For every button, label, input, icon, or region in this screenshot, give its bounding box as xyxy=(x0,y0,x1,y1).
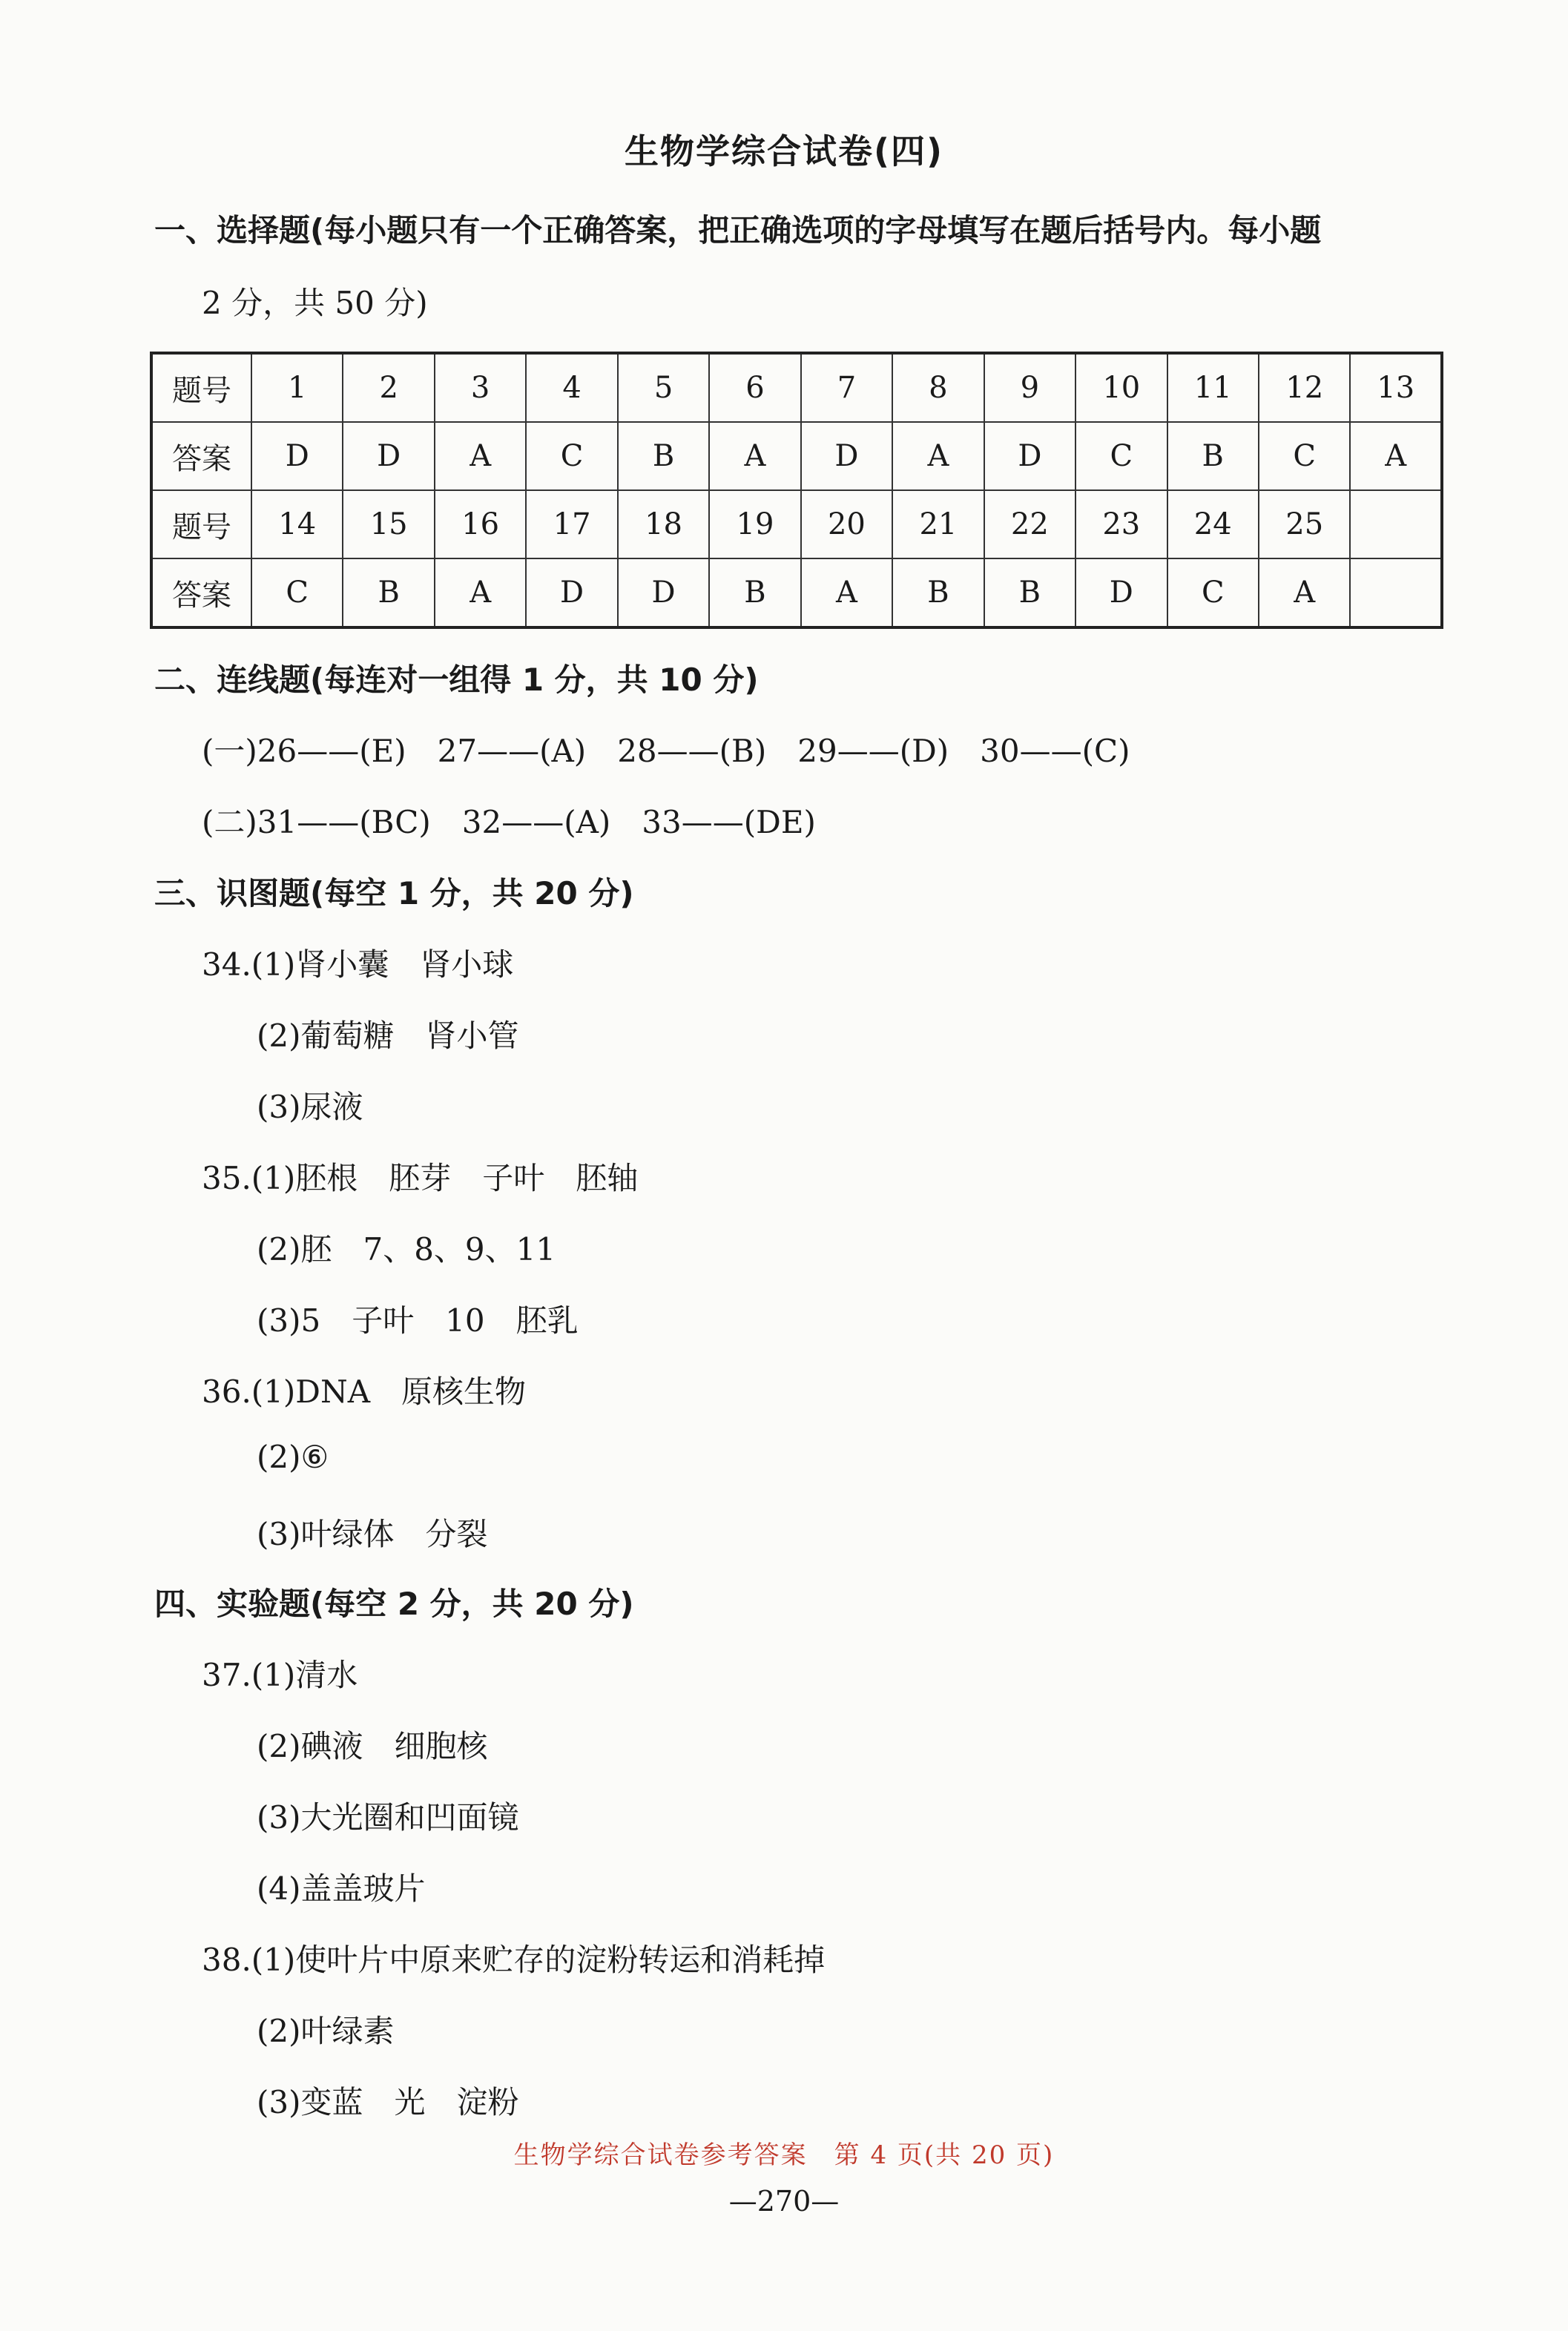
table-cell: A xyxy=(1350,422,1442,490)
q37-1: 37.(1)清水 xyxy=(202,1657,358,1693)
matching-answers-2: (二)31——(BC) 32——(A) 33——(DE) xyxy=(202,804,816,840)
table-cell: 8 xyxy=(892,353,984,422)
page-title: 生物学综合试卷(四) xyxy=(624,131,944,171)
table-cell: B xyxy=(1167,422,1259,490)
table-cell: A xyxy=(709,422,800,490)
section1-heading-cont: 2 分，共 50 分) xyxy=(202,285,428,321)
q36-3: (3)叶绿体 分裂 xyxy=(257,1516,488,1552)
table-cell: 23 xyxy=(1075,490,1167,558)
table-cell: 13 xyxy=(1350,353,1442,422)
table-cell: 17 xyxy=(526,490,617,558)
table-cell: 6 xyxy=(709,353,800,422)
table-cell: 1 xyxy=(251,353,343,422)
section2-heading: 二、连线题(每连对一组得 1 分，共 10 分) xyxy=(154,662,759,698)
q35-2: (2)胚 7、8、9、11 xyxy=(257,1231,556,1267)
q37-4: (4)盖盖玻片 xyxy=(257,1870,426,1907)
table-cell: 20 xyxy=(801,490,892,558)
table-cell: 11 xyxy=(1167,353,1259,422)
table-cell: A xyxy=(801,558,892,627)
table-cell: 10 xyxy=(1075,353,1167,422)
table-cell: 9 xyxy=(984,353,1075,422)
table-cell: B xyxy=(343,558,434,627)
q38-2: (2)叶绿素 xyxy=(257,2013,395,2049)
table-row-header: 题号 xyxy=(151,353,251,422)
q34-1: 34.(1)肾小囊 肾小球 xyxy=(202,946,514,983)
q37-2: (2)碘液 细胞核 xyxy=(257,1728,488,1764)
q36-2: (2)⑥ xyxy=(257,1439,329,1475)
table-row-header: 答案 xyxy=(151,422,251,490)
table-cell: 19 xyxy=(709,490,800,558)
q34-3: (3)尿液 xyxy=(257,1089,363,1125)
table-cell: C xyxy=(251,558,343,627)
table-cell: A xyxy=(1259,558,1350,627)
q37-3: (3)大光圈和凹面镜 xyxy=(257,1799,519,1836)
table-row-header: 答案 xyxy=(151,558,251,627)
table-cell: 5 xyxy=(618,353,709,422)
table-cell: 2 xyxy=(343,353,434,422)
section1-heading: 一、选择题(每小题只有一个正确答案，把正确选项的字母填写在题后括号内。每小题 xyxy=(154,212,1322,248)
page-number: —270— xyxy=(728,2185,840,2218)
table-row xyxy=(151,353,1442,422)
table-cell: B xyxy=(984,558,1075,627)
table-cell: 24 xyxy=(1167,490,1259,558)
table-row xyxy=(151,422,1442,490)
q34-2: (2)葡萄糖 肾小管 xyxy=(257,1018,519,1054)
q35-1: 35.(1)胚根 胚芽 子叶 胚轴 xyxy=(202,1160,639,1196)
table-cell: 12 xyxy=(1259,353,1350,422)
table-cell: 7 xyxy=(801,353,892,422)
table-cell: 15 xyxy=(343,490,434,558)
table-cell: D xyxy=(618,558,709,627)
table-cell xyxy=(1350,490,1442,558)
table-cell: B xyxy=(892,558,984,627)
q38-3: (3)变蓝 光 淀粉 xyxy=(257,2084,519,2120)
table-cell: B xyxy=(618,422,709,490)
table-cell: D xyxy=(526,558,617,627)
table-cell: 14 xyxy=(251,490,343,558)
table-cell: C xyxy=(1075,422,1167,490)
q35-3: (3)5 子叶 10 胚乳 xyxy=(257,1302,579,1339)
table-cell: D xyxy=(801,422,892,490)
answer-table xyxy=(150,352,1443,629)
table-cell: C xyxy=(1259,422,1350,490)
table-row-header: 题号 xyxy=(151,490,251,558)
section3-heading: 三、识图题(每空 1 分，共 20 分) xyxy=(154,875,634,911)
table-cell: A xyxy=(435,422,526,490)
section4-heading: 四、实验题(每空 2 分，共 20 分) xyxy=(154,1586,634,1622)
table-cell: C xyxy=(1167,558,1259,627)
q38-1: 38.(1)使叶片中原来贮存的淀粉转运和消耗掉 xyxy=(202,1942,826,1978)
table-cell: 4 xyxy=(526,353,617,422)
table-cell: 21 xyxy=(892,490,984,558)
matching-answers-1: (一)26——(E) 27——(A) 28——(B) 29——(D) 30——(C) xyxy=(202,733,1130,769)
table-cell: A xyxy=(892,422,984,490)
table-cell: 16 xyxy=(435,490,526,558)
table-cell: D xyxy=(984,422,1075,490)
q36-1: 36.(1)DNA 原核生物 xyxy=(202,1374,527,1410)
table-cell: 3 xyxy=(435,353,526,422)
table-row xyxy=(151,490,1442,558)
table-cell: 25 xyxy=(1259,490,1350,558)
table-cell: D xyxy=(343,422,434,490)
table-cell: 18 xyxy=(618,490,709,558)
table-cell: 22 xyxy=(984,490,1075,558)
table-cell: B xyxy=(709,558,800,627)
table-cell: D xyxy=(251,422,343,490)
table-cell: A xyxy=(435,558,526,627)
table-cell: C xyxy=(526,422,617,490)
table-row xyxy=(151,558,1442,627)
table-cell: D xyxy=(1075,558,1167,627)
page-footer: 生物学综合试卷参考答案 第 4 页(共 20 页) xyxy=(513,2140,1055,2170)
table-cell xyxy=(1350,558,1442,627)
